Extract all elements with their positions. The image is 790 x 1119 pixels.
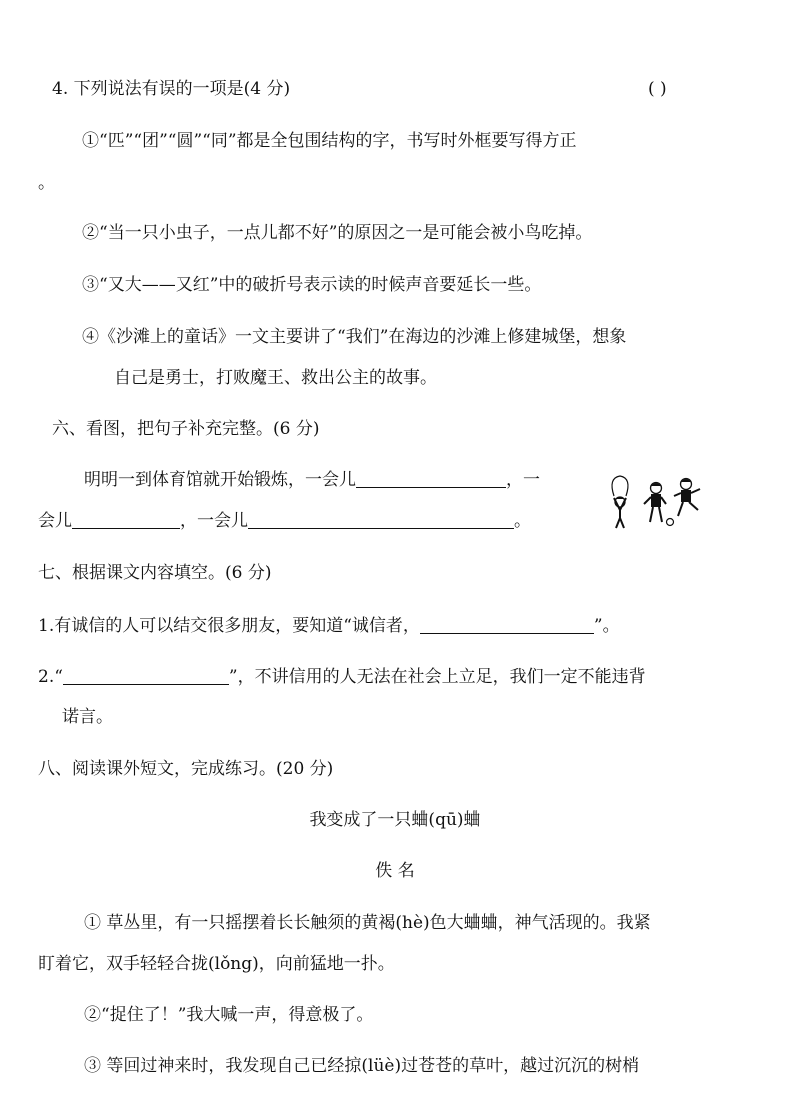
section-7-item-1 [38,615,620,637]
q4-option-4-cont: 自己是勇士，打败魔王、救出公主的故事。 [114,368,437,388]
sentence-text: ”。 [593,616,620,636]
sentence-text: 明明一到体育馆就开始锻炼，一会儿 [84,470,356,490]
q4-option-3: ③“又大——又红”中的破折号表示读的时候声音要延长一些。 [82,275,542,295]
q4-option-4: ④《沙滩上的童话》一文主要讲了“我们”在海边的沙滩上修建城堡，想象 [82,327,627,347]
answer-blank[interactable] [63,668,229,685]
section-7-item-2-cont: 诺言。 [62,707,113,727]
story-title: 我变成了一只蛐(qū)蛐 [309,810,481,830]
sentence-text: ”，不讲信用的人无法在社会上立足，我们一定不能违背 [228,667,646,687]
paragraph-1-cont: 盯着它，双手轻轻合拢(lǒng)，向前猛地一扑。 [38,954,395,974]
q4-option-2: ②“当一只小虫子，一点儿都不好”的原因之一是可能会被小鸟吃掉。 [82,223,593,243]
section-6-line-1 [84,469,540,491]
children-exercising-icon [604,474,704,530]
section-7-item-2 [38,666,646,688]
sentence-text: ，一会儿 [180,511,248,531]
answer-blank[interactable] [356,471,506,488]
section-6-title: 六、看图，把句子补充完整。(6 分) [52,419,320,439]
paragraph-2: ②“捉住了！”我大喊一声，得意极了。 [84,1005,374,1025]
sentence-text: 会儿 [38,511,72,531]
answer-blank[interactable] [420,617,594,634]
sentence-text: 1.有诚信的人可以结交很多朋友，要知道“诚信者， [38,616,420,636]
q4-stem: 4. 下列说法有误的一项是(4 分) [52,79,291,99]
paragraph-1: ① 草丛里，有一只摇摆着长长触须的黄褐(hè)色大蛐蛐，神气活现的。我紧 [84,913,651,933]
answer-blank[interactable] [248,512,514,529]
q4-option-1: ①“匹”“团”“圆”“同”都是全包围结构的字，书写时外框要写得方正 [82,131,577,151]
answer-blank[interactable] [72,512,180,529]
sentence-text: ，一 [506,470,540,490]
answer-paren: ( ) [648,79,667,99]
section-7-title: 七、根据课文内容填空。(6 分) [38,563,272,583]
section-6-line-2 [38,510,531,532]
story-author: 佚 名 [375,861,415,881]
paragraph-3: ③ 等回过神来时，我发现自己已经掠(lüè)过苍苍的草叶，越过沉沉的树梢 [84,1056,640,1076]
q4-option-1-end: 。 [38,173,55,193]
section-8-title: 八、阅读课外短文，完成练习。(20 分) [38,759,334,779]
sentence-text: 。 [514,511,531,531]
sentence-text: 2.“ [38,667,63,687]
